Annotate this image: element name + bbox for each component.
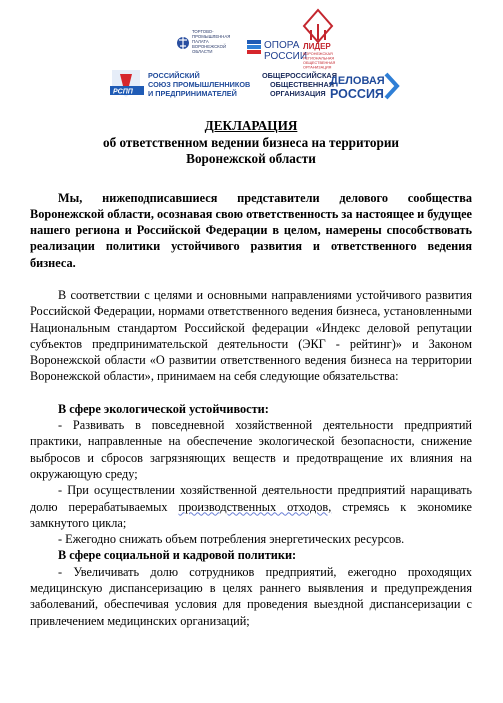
svg-text:РОССИИ: РОССИИ — [264, 51, 308, 62]
title-line-3: Воронежской области — [186, 151, 316, 166]
rspp-logo — [110, 70, 250, 98]
svg-text:ОБЩЕСТВЕННАЯ: ОБЩЕСТВЕННАЯ — [270, 80, 334, 89]
svg-text:ПРОМЫШЛЕННАЯ: ПРОМЫШЛЕННАЯ — [192, 34, 231, 39]
svg-text:ВОРОНЕЖСКОЙ: ВОРОНЕЖСКОЙ — [192, 44, 227, 49]
title-line-2: об ответственном ведении бизнеса на территории — [102, 134, 400, 150]
svg-text:ПАЛАТА: ПАЛАТА — [192, 39, 209, 44]
ecology-item-3: - Ежегодно снижать объем потребления энергетических ресурсов. — [58, 532, 405, 547]
section-social-heading: В сфере социальной и кадровой политики: — [58, 548, 297, 563]
social-item-1: - Увеличивать долю сотрудников предприятий, ежегодно проходящих медицинскую диспансеризацию в целях раннего выявления и предупреждения заболеваний, обеспечивая условия для проведения выездной диспансеризации с привлечением медицинских организаций; — [30, 564, 472, 628]
svg-text:СОЮЗ ПРОМЫШЛЕННИКОВ: СОЮЗ ПРОМЫШЛЕННИКОВ — [148, 80, 251, 89]
svg-text:РЕГИОНАЛЬНАЯ: РЕГИОНАЛЬНАЯ — [303, 56, 335, 61]
document-title — [30, 118, 472, 168]
declaration-document — [30, 118, 472, 629]
tpp-logo — [177, 29, 230, 54]
obligations-paragraph: В соответствии с целями и основными направлениями устойчивого развития Российской Федерации, нормами ответственного ведения бизнеса, установленными Национальным стандартом Российской федерации «Индекс деловой репутации субъектов предпринимательской деятельности (ЭКГ - рейтинг)» и Законом Воронежской области «О развитии ответственного ведения бизнеса на территории Воронежской области», принимаем на себя следующие обязательства: — [30, 287, 472, 384]
svg-text:ОБЩЕСТВЕННАЯ: ОБЩЕСТВЕННАЯ — [303, 61, 336, 65]
delovaya-rossiya-logo — [262, 71, 397, 101]
lider-logo — [303, 10, 336, 70]
svg-text:РОССИЙСКИЙ: РОССИЙСКИЙ — [148, 71, 200, 80]
ecology-item-2 — [30, 482, 472, 531]
svg-text:ОБЩЕРОССИЙСКАЯ: ОБЩЕРОССИЙСКАЯ — [262, 71, 337, 80]
svg-text:ВОРОНЕЖСКАЯ: ВОРОНЕЖСКАЯ — [303, 52, 333, 56]
partner-logos — [0, 0, 503, 112]
svg-text:ОРГАНИЗАЦИЯ: ОРГАНИЗАЦИЯ — [270, 89, 326, 98]
opora-logo — [247, 40, 307, 62]
svg-text:ДЕЛОВАЯ: ДЕЛОВАЯ — [330, 75, 385, 87]
ecology-item-2-start: - При осуществлении хозяйственной деятельности предприятий наращивать долю перерабатываемых — [30, 483, 472, 514]
svg-text:РСПП: РСПП — [113, 88, 133, 96]
svg-text:ТОРГОВО-: ТОРГОВО- — [192, 29, 214, 34]
ecology-item-2-end: стремясь к экономике замкнутого цикла; — [30, 499, 472, 530]
svg-text:И ПРЕДПРИНИМАТЕЛЕЙ: И ПРЕДПРИНИМАТЕЛЕЙ — [148, 89, 237, 98]
spellcheck-underlined-text: производственных отходов, — [178, 499, 332, 514]
title-line-1: ДЕКЛАРАЦИЯ — [204, 118, 298, 133]
svg-text:РОССИЯ: РОССИЯ — [330, 87, 384, 101]
svg-text:ОБЛАСТИ: ОБЛАСТИ — [192, 49, 213, 54]
section-ecology-heading: В сфере экологической устойчивости: — [58, 401, 269, 416]
ecology-item-1: - Развивать в повседневной хозяйственной деятельности предприятий практики, направленные на обеспечение экологической безопасности, снижение выбросов и сбросов загрязняющих веществ и предотвращение их влияния на окружающую среду; — [30, 418, 472, 481]
svg-text:ЛИДЕР: ЛИДЕР — [303, 42, 331, 51]
intro-paragraph: Мы, нижеподписавшиеся представители делового сообщества Воронежской области, осознавая свою ответственность за настоящее и будущее нашего региона и Российской Федерации в целом, намерены способствовать реализации политики устойчивого развития и ответственного ведения бизнеса. — [30, 190, 472, 270]
svg-text:ОРГАНИЗАЦИЯ: ОРГАНИЗАЦИЯ — [303, 65, 332, 70]
svg-text:ОПОРА: ОПОРА — [264, 40, 300, 51]
